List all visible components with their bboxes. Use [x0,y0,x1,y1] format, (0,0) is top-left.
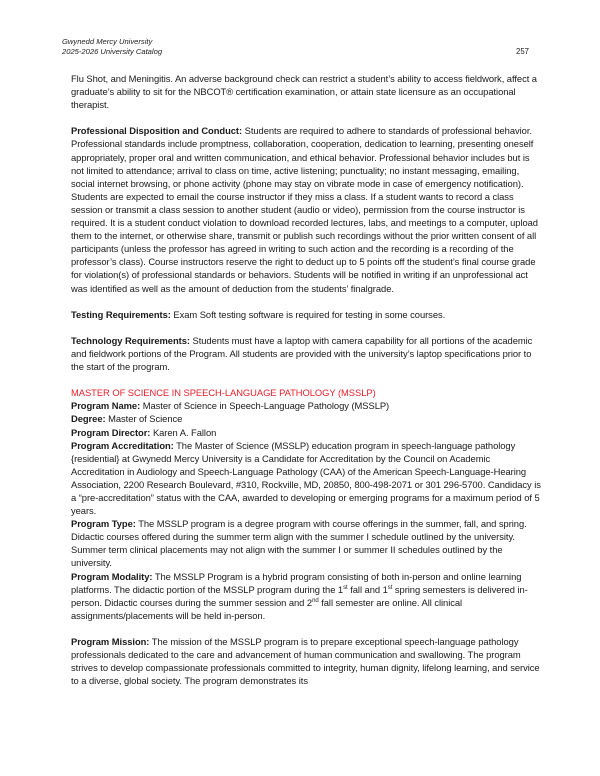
program-type-paragraph [71,517,541,569]
technology-requirements-label: Technology Requirements: [71,334,190,346]
program-name-line [71,399,541,412]
program-modality-text: spring semesters is delivered in-person. Didactic courses during the summer session and 2 [71,583,528,608]
professional-disposition-paragraph [71,124,541,294]
program-mission-paragraph [71,635,541,687]
program-director-label: Program Director: [71,426,151,438]
paragraph-gap [71,622,541,635]
testing-requirements-text: Exam Soft testing software is required for testing in some courses. [170,308,446,320]
paragraph-gap [71,295,541,308]
degree-label: Degree: [71,413,106,425]
program-name-value: Master of Science in Speech-Language Pathology (MSSLP) [140,400,390,412]
ordinal-suffix: st [387,584,393,591]
professional-disposition-text: Students are required to adhere to standards of professional behavior. Professional standards include promptness, collaboration, cooperation, dedication to learning, presenting oneself appropriately, proper oral and written communication, and ethical behavior. Professional behavior includes but is not limited to attendance; arrival to class on time, active listening; punctuality; no instant messaging, emailing, social internet browsing, or phone activity (phone may stay on vibrate mode in case of emergency notification). Students are expected to email the course instructor if they miss a class. If a student wants to record a class session or transmit a class session to another student (audio or video), permission from the course instructor is required. It is a student conduct violation to download recorded lectures, labs, and meetings to a computer, upload them to the internet, or otherwise share, transmit or publish such recordings without the prior written consent of all participants (unless the professor has agreed in writing to such action and the recording is a recording of the professor’s class). Course instructors reserve the right to deduct up to 5 points off the student’s final course grade for violation(s) of professional standards or behaviors. Students will be notified in writing if an unprofessional act was identified as well as the amount of deduction from the students’ finalgrade. [71,125,538,294]
page-body [71,72,541,687]
intro-paragraph: Flu Shot, and Meningitis. An adverse background check can restrict a student’s ability to access fieldwork, affect a graduate’s ability to sit for the NBCOT® certification examination, or attain state licensure as an occupational therapist. [71,73,537,111]
program-modality-paragraph [71,570,541,622]
degree-line [71,412,541,425]
paragraph-gap [71,321,541,334]
testing-requirements-paragraph [71,308,541,321]
header-catalog-title: 2025-2026 University Catalog [62,47,163,56]
program-accreditation-text: The Master of Science (MSSLP) education program in speech-language pathology {residential} at Gwynedd Mercy University is a Candidate for Accreditation by the Council on Academic Accreditation in Audiology and Speech-Language Pathology (CAA) of the American Speech-Language-Hearing Association, 2200 Research Boulevard, #310, Rockville, MD, 20850, 800-498-2071 or 301 296-5700. Candidacy is a “pre-accreditation” status with the CAA, awarded to developing or emerging programs for a maximum period of 5 years. [71,439,541,517]
degree-value: Master of Science [105,413,183,425]
program-mission-text: The mission of the MSSLP program is to prepare exceptional speech-language pathology professionals dedicated to the care and advancement of human communication and swallowing. The program strives to develop compassionate professionals committed to integrity, human dignity, lifelong learning, and service to a diverse, global society. The program demonstrates its [71,636,540,687]
paragraph-gap [71,111,541,124]
professional-disposition-label: Professional Disposition and Conduct: [71,125,243,137]
ordinal-suffix: st [343,584,348,591]
program-type-label: Program Type: [71,518,136,530]
header-institution: Gwynedd Mercy University [62,37,153,46]
program-accreditation-label: Program Accreditation: [71,439,174,451]
msslp-section-heading: MASTER OF SCIENCE IN SPEECH-LANGUAGE PATHOLOGY (MSSLP) [71,387,376,399]
technology-requirements-text: Students must have a laptop with camera capability for all portions of the academic and fieldwork portions of the Program. All students are provided with the university’s laptop specifications prior to the start of the program. [71,334,533,373]
program-modality-text: The MSSLP Program is a hybrid program consisting of both in-person and online learning platforms. The didactic portion of the MSSLP program during the 1 [71,570,522,595]
program-director-value: Karen A. Fallon [150,426,217,438]
program-modality-text: fall semester are online. All clinical assignments/placements will be held in-person. [71,596,463,621]
program-modality-text: fall and 1 [347,583,388,595]
ordinal-suffix: nd [312,597,319,604]
program-mission-label: Program Mission: [71,636,150,648]
paragraph-gap [71,373,541,386]
page-header [62,37,538,57]
technology-requirements-paragraph [71,334,541,373]
program-type-text: The MSSLP program is a degree program with course offerings in the summer, fall, and spring. Didactic courses offered during the summer term align with the summer I schedule outlined by the university. Summer term clinical placements may not align with the summer I or summer II schedules outlined by the university. [71,518,527,569]
program-director-line [71,426,541,439]
program-accreditation-paragraph [71,439,541,518]
testing-requirements-label: Testing Requirements: [71,308,171,320]
page-number: 257 [515,47,529,56]
program-modality-label: Program Modality: [71,570,153,582]
program-name-label: Program Name: [71,400,141,412]
